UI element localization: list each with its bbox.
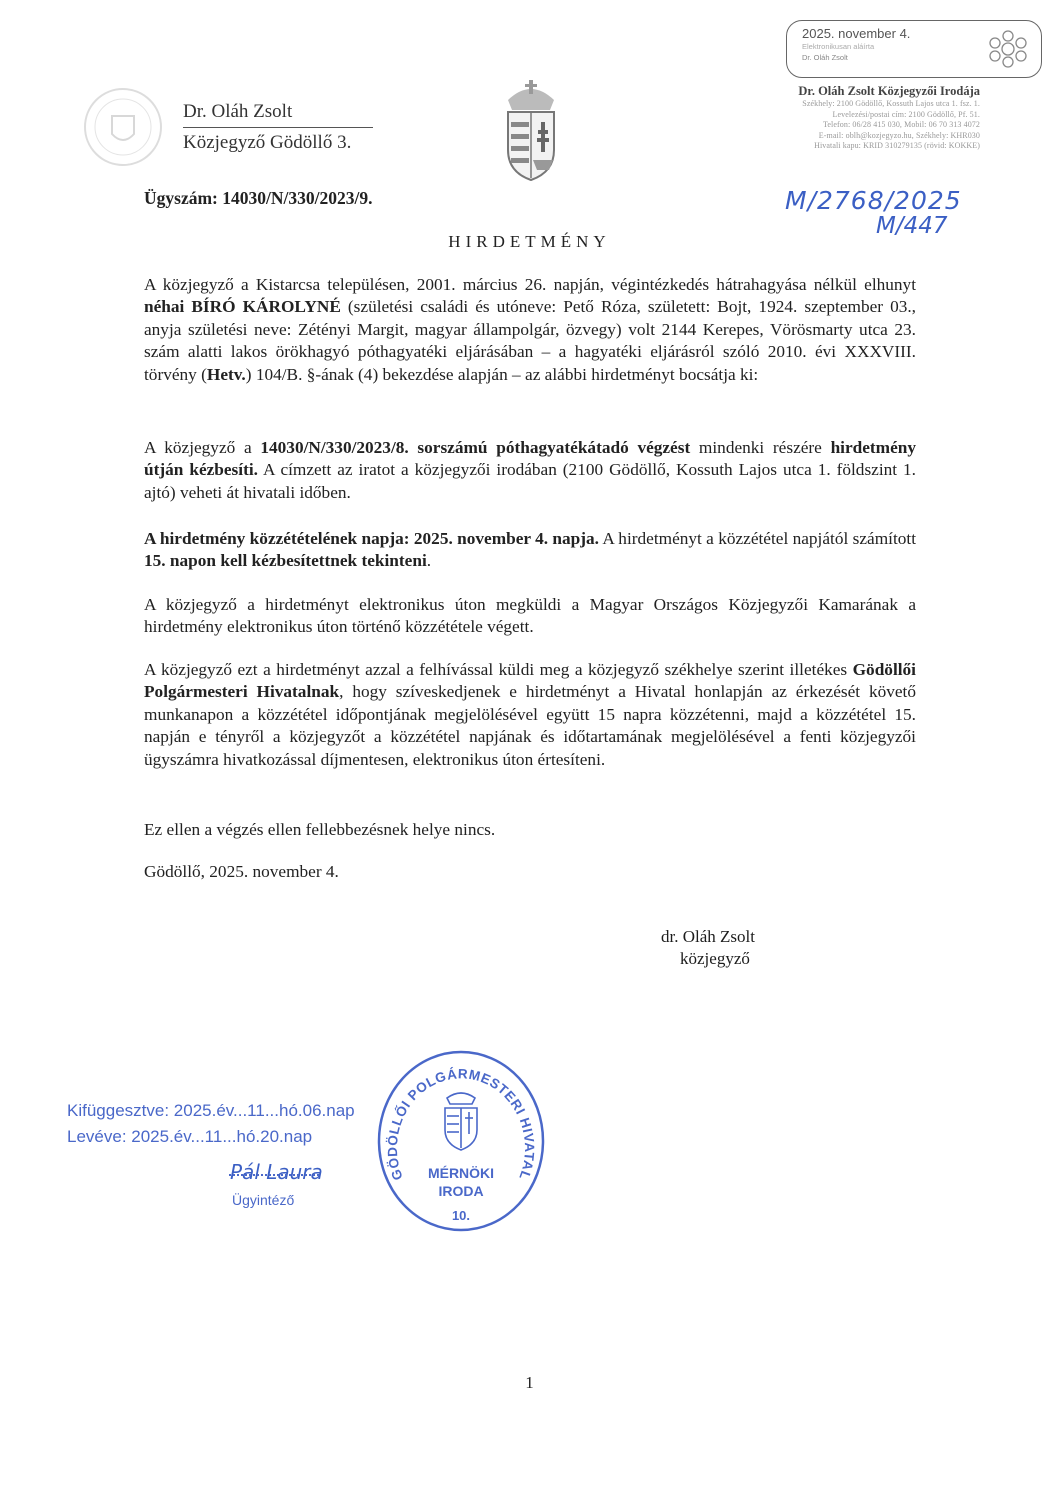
office-phone: Telefon: 06/28 415 030, Mobil: 06 70 313 4072 [822, 120, 980, 130]
paragraph-delivery: A közjegyző a 14030/N/330/2023/8. sorszámú póthagyatékátadó végzést mindenki részére hirdetmény útján kézbesíti. A címzett az iratot a közjegyzői irodában (2100 Gödöllő, Kossuth Lajos utca 1. földszint 1. ajtó) veheti át hivatali időben. [144, 438, 917, 502]
seal-ring-text: GÖDÖLLŐI POLGÁRMESTERI HIVATAL [384, 1066, 538, 1183]
notary-name: Dr. Oláh Zsolt [183, 101, 293, 122]
signer-name: dr. Oláh Zsolt [661, 927, 755, 946]
office-email: E-mail: oblh@kozjegyzo.hu, Székhely: KHR030 [818, 130, 980, 140]
office-gateway: Hivatali kapu: KRID 310279135 (rövid: KOKKE) [814, 141, 980, 151]
seal-number: 10. [451, 1208, 471, 1223]
office-info [700, 84, 980, 152]
notary-title: Közjegyző Gödöllő 3. [183, 132, 352, 153]
stamp-date: 2025. november 4. [802, 26, 911, 41]
case-number: Ügyszám: 14030/N/330/2023/9. [144, 188, 373, 208]
signature-line [229, 1174, 319, 1176]
seal-emblem-icon [985, 26, 1031, 72]
office-address: Székhely: 2100 Gödöllő, Kossuth Lajos utca 1. fsz. 1. [802, 99, 980, 108]
stamp-line-3: Dr. Oláh Zsolt [802, 53, 848, 62]
posted-date-stamp: Kifüggesztve: 2025.év...11...hó.06.nap [67, 1101, 355, 1120]
seal-line-2: IRODA [438, 1183, 484, 1199]
paragraph-publication-date: A hirdetmény közzétételének napja: 2025. november 4. napja. A hirdetményt a közzététel napjától számított 15. napon kell kézbesítettnek tekinteni. [144, 529, 916, 571]
sub-number-handwritten: M/447 [876, 213, 948, 239]
seal-line-1: MÉRNÖKI [427, 1165, 495, 1181]
place-and-date: Gödöllő, 2025. november 4. [144, 862, 339, 881]
coat-of-arms-icon [500, 78, 562, 183]
signer-role: közjegyző [680, 949, 750, 968]
clerk-label: Ügyintéző [232, 1192, 295, 1208]
seal-coat-of-arms-icon [445, 1093, 477, 1150]
paragraph-intro: A közjegyző a Kistarcsa településen, 2001. március 26. napján, végintézkedés hátrahagyása nélkül elhunyt néhai BÍRÓ KÁROLYNÉ (születési családi és utóneve: Pető Róza, született: Bojt, 1924. szeptember 03., anyja születési neve: Zétényi Margit, magyar állampolgár, özvegy) volt 2144 Kerepes, Vörösmarty utca 23. szám alatti lakos örökhagyó póthagyatéki eljárásában – a hagyatéki eljárásról szóló 2010. évi XXXVIII. törvény (Hetv.) 104/B. §-ának (4) bekezdése alapján – az alábbi hirdetményt bocsátja ki: [144, 275, 916, 384]
paragraph-request: A közjegyző ezt a hirdetményt azzal a felhívással küldi meg a közjegyző székhelye szerint illetékes Gödöllői Polgármesteri Hivatalnak, hogy szíveskedjenek e hirdetményt a Hivatal honlapján az érkezését követő munkanapon a közzététel időpontjának megjelölésével együtt 15 napra közzétenni, majd a közzététel 15. napján e tényről a közjegyzőt a közzététel napjának és időtartamának megjelölésével a fenti közjegyzői ügyszámra hivatkozással díjmentesen, elektronikus úton értesíteni. [144, 660, 916, 769]
header-rule [183, 127, 373, 128]
office-postal: Levelezési/postai cím: 2100 Gödöllő, Pf. 51. [832, 109, 980, 119]
notary-seal-faint [82, 86, 164, 168]
document-heading: HIRDETMÉNY [448, 232, 611, 251]
removed-date-stamp: Levéve: 2025.év...11...hó.20.nap [67, 1127, 313, 1146]
paragraph-chamber: A közjegyző a hirdetményt elektronikus úton megküldi a Magyar Országos Közjegyzői Kamarának a hirdetmény elektronikus úton történő közzététele végett. [144, 595, 916, 637]
office-name: Dr. Oláh Zsolt Közjegyzői Irodája [798, 84, 980, 98]
stamp-line-2: Elektronikusan aláírta [802, 42, 875, 51]
mayors-office-seal [377, 1050, 545, 1232]
paragraph-no-appeal: Ez ellen a végzés ellen fellebbezésnek helye nincs. [144, 820, 496, 839]
registry-number-handwritten: M/2768/2025 [785, 186, 962, 215]
clerk-signature: Pál Laura [230, 1160, 323, 1184]
page-number: 1 [525, 1373, 534, 1392]
